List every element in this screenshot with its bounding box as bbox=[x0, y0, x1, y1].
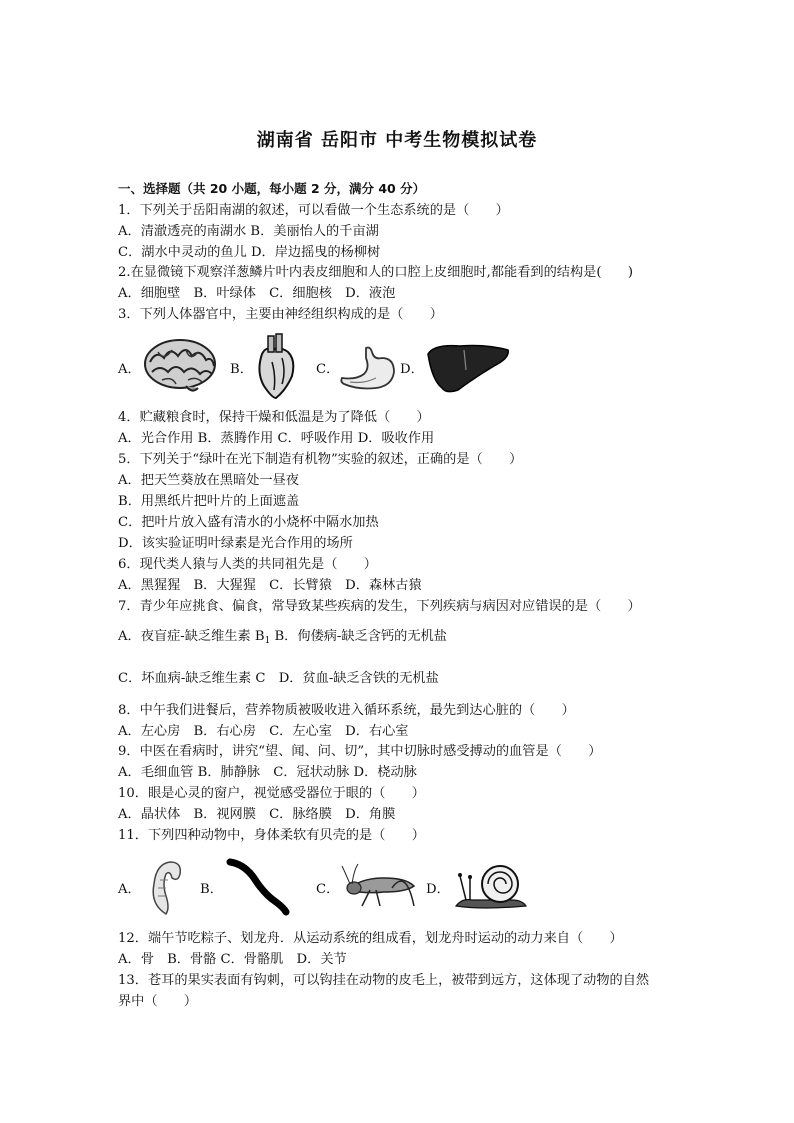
q7-subscript: 1 bbox=[264, 636, 271, 646]
q1-stem: 1．下列关于岳阳南湖的叙述，可以看做一个生态系统的是（ ） bbox=[118, 203, 509, 218]
q3-option-a-label: A． bbox=[118, 362, 141, 377]
q10-options: A．晶状体 B．视网膜 C．脉络膜 D．角膜 bbox=[118, 807, 396, 822]
q3-option-d-label: D． bbox=[400, 362, 424, 377]
q6-options: A．黑猩猩 B．大猩猩 C．长臂猿 D．森林古猿 bbox=[118, 578, 422, 593]
q3-stem: 3．下列人体器官中，主要由神经组织构成的是（ ） bbox=[118, 307, 443, 322]
stomach-image bbox=[338, 344, 398, 392]
q11-option-d-label: D． bbox=[426, 882, 450, 897]
q5-option-b: B．用黑纸片把叶片的上面遮盖 bbox=[118, 494, 300, 509]
q11-stem: 11．下列四种动物中，身体柔软有贝壳的是（ ） bbox=[118, 828, 425, 843]
heart-image bbox=[252, 332, 298, 400]
earthworm-image bbox=[224, 856, 290, 916]
q8-stem: 8．中午我们进餐后，营养物质被吸收进入循环系统，最先到达心脏的（ ） bbox=[118, 703, 575, 718]
grasshopper-image bbox=[340, 862, 420, 912]
q9-stem: 9．中医在看病时，讲究“望、闻、问、切”，其中切脉时感受搏动的血管是（ ） bbox=[118, 744, 602, 759]
q11-option-a-label: A． bbox=[118, 882, 141, 897]
q5-stem: 5．下列关于“绿叶在光下制造有机物”实验的叙述，正确的是（ ） bbox=[118, 452, 523, 467]
q7-option-b-text: B．佝偻病-缺乏含钙的无机盐 bbox=[270, 629, 447, 644]
snail-image bbox=[452, 858, 532, 914]
q4-options: A．光合作用 B．蒸腾作用 C．呼吸作用 D．吸收作用 bbox=[118, 431, 435, 446]
section-heading: 一、选择题（共 20 小题，每小题 2 分，满分 40 分） bbox=[118, 181, 426, 196]
q2-options: A．细胞壁 B．叶绿体 C．细胞核 D．液泡 bbox=[118, 286, 396, 301]
q7-option-a-text: A．夜盲症-缺乏维生素 B bbox=[118, 629, 265, 644]
liver-image bbox=[424, 340, 512, 396]
q3-option-b-label: B． bbox=[230, 362, 253, 377]
q10-stem: 10．眼是心灵的窗户，视觉感受器位于眼的（ ） bbox=[118, 786, 425, 801]
q5-option-c: C．把叶片放入盛有清水的小烧杯中隔水加热 bbox=[118, 515, 379, 530]
page-title: 湖南省 岳阳市 中考生物模拟试卷 bbox=[256, 130, 538, 151]
q8-options: A．左心房 B．右心房 C．左心室 D．右心室 bbox=[118, 724, 409, 739]
q11-option-c-label: C． bbox=[316, 882, 340, 897]
q1-options-cd: C．湖水中灵动的鱼儿 D．岸边摇曳的杨柳树 bbox=[118, 245, 381, 260]
q6-stem: 6．现代类人猿与人类的共同祖先是（ ） bbox=[118, 557, 377, 572]
q13-stem: 13．苍耳的果实表面有钩刺，可以钩挂在动物的皮毛上，被带到远方，这体现了动物的自然 bbox=[118, 973, 650, 988]
q12-stem: 12．端午节吃粽子、划龙舟．从运动系统的组成看，划龙舟时运动的动力来自（ ） bbox=[118, 931, 623, 946]
q2-stem: 2.在显微镜下观察洋葱鳞片叶内表皮细胞和人的口腔上皮细胞时,都能看到的结构是( ) bbox=[118, 265, 633, 280]
q11-option-b-label: B． bbox=[200, 882, 223, 897]
q7-options-cd: C．坏血病-缺乏维生素 C D．贫血-缺乏含铁的无机盐 bbox=[118, 671, 439, 686]
brain-image bbox=[142, 336, 220, 396]
q7-options-ab bbox=[118, 628, 447, 650]
q7-stem: 7．青少年应挑食、偏食，常导致某些疾病的发生，下列疾病与病因对应错误的是（ ） bbox=[118, 599, 641, 614]
q5-option-a: A．把天竺葵放在黑暗处一昼夜 bbox=[118, 473, 299, 488]
q12-options: A．骨 B．骨骼 C．骨骼肌 D．关节 bbox=[118, 952, 347, 967]
q5-option-d: D．该实验证明叶绿素是光合作用的场所 bbox=[118, 536, 353, 551]
leech-image bbox=[144, 854, 188, 920]
q4-stem: 4．贮藏粮食时，保持干燥和低温是为了降低（ ） bbox=[118, 410, 430, 425]
q13-stem-continued: 界中（ ） bbox=[118, 994, 198, 1009]
q3-option-c-label: C． bbox=[316, 362, 340, 377]
q9-options: A．毛细血管 B．肺静脉 C．冠状动脉 D．桡动脉 bbox=[118, 765, 417, 780]
q1-options-ab: A．清澈透亮的南湖水 B．美丽怡人的千亩湖 bbox=[118, 224, 379, 239]
